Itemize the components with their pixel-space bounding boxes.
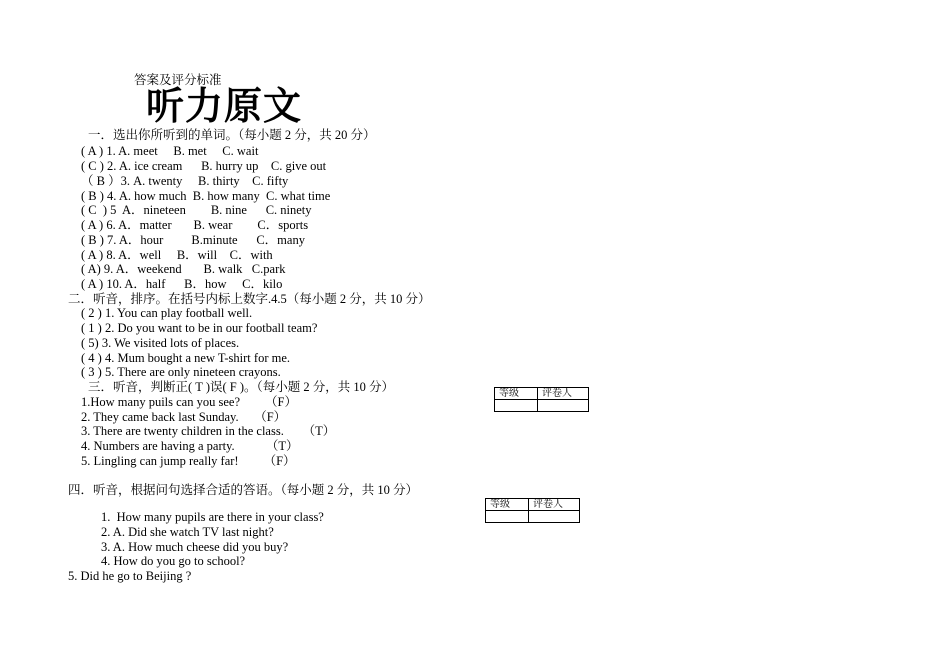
list-item: 1. How many pupils are there in your class? <box>101 510 324 524</box>
grade-header: 等级 <box>495 388 538 400</box>
answer-key-subtitle: 答案及评分标准 <box>134 73 222 87</box>
list-item: ( 5) 3. We visited lots of places. <box>81 336 240 350</box>
list-item: 3. A. How much cheese did you buy? <box>101 540 289 554</box>
list-item: 1.How many puils can you see? （F） <box>81 395 297 409</box>
page-title: 听力原文 <box>146 84 303 128</box>
grade-cell[interactable] <box>486 511 529 523</box>
section2-heading: 二．听音，排序。在括号内标上数字.4.5（每小题 2 分，共 10 分） <box>68 292 431 306</box>
grader-header: 评卷人 <box>529 499 580 511</box>
grader-cell[interactable] <box>529 511 580 523</box>
section3-heading: 三．听音，判断正( T )误( F )。（每小题 2 分，共 10 分） <box>88 380 395 394</box>
grade-cell[interactable] <box>495 400 538 412</box>
list-item: ( A ) 8. A．well B．will C．with <box>81 248 273 262</box>
list-item: ( B ) 7. A．hour B.minute C．many <box>81 233 305 247</box>
list-item: ( A ) 10. A．half B．how C．kilo <box>81 277 283 291</box>
list-item: ( A ) 1. A. meet B. met C. wait <box>81 144 259 158</box>
section4-heading: 四．听音，根据问句选择合适的答语。（每小题 2 分，共 10 分） <box>68 483 419 497</box>
list-item: 5. Did he go to Beijing ? <box>68 569 192 583</box>
list-item: ( 2 ) 1. You can play football well. <box>81 306 253 320</box>
list-item: ( 3 ) 5. There are only nineteen crayons. <box>81 365 281 379</box>
grader-header: 评卷人 <box>538 388 589 400</box>
list-item: ( A) 9. A．weekend B. walk C.park <box>81 262 286 276</box>
list-item: ( 4 ) 4. Mum bought a new T-shirt for me. <box>81 351 291 365</box>
grade-table <box>494 387 589 412</box>
list-item: ( B ) 4. A. how much B. how many C. what time <box>81 189 331 203</box>
grade-header: 等级 <box>486 499 529 511</box>
list-item: 2. A. Did she watch TV last night? <box>101 525 274 539</box>
list-item: 3. There are twenty children in the class. （T） <box>81 424 336 438</box>
list-item: ( C ) 5 A．nineteen B. nine C. ninety <box>81 203 312 217</box>
list-item: 2. They came back last Sunday. （F） <box>81 410 287 424</box>
list-item: ( A ) 6. A．matter B. wear C．sports <box>81 218 309 232</box>
list-item: 5. Lingling can jump really far! （F） <box>81 454 296 468</box>
list-item: ( C ) 2. A. ice cream B. hurry up C. give out <box>81 159 327 173</box>
grade-table <box>485 498 580 523</box>
section1-heading: 一．选出你所听到的单词。（每小题 2 分，共 20 分） <box>88 128 376 142</box>
list-item: 4. How do you go to school? <box>101 554 246 568</box>
grader-cell[interactable] <box>538 400 589 412</box>
list-item: ( 1 ) 2. Do you want to be in our football team? <box>81 321 318 335</box>
list-item: 4. Numbers are having a party. （T） <box>81 439 299 453</box>
list-item: （ B ）3. A. twenty B. thirty C. fifty <box>81 174 289 188</box>
